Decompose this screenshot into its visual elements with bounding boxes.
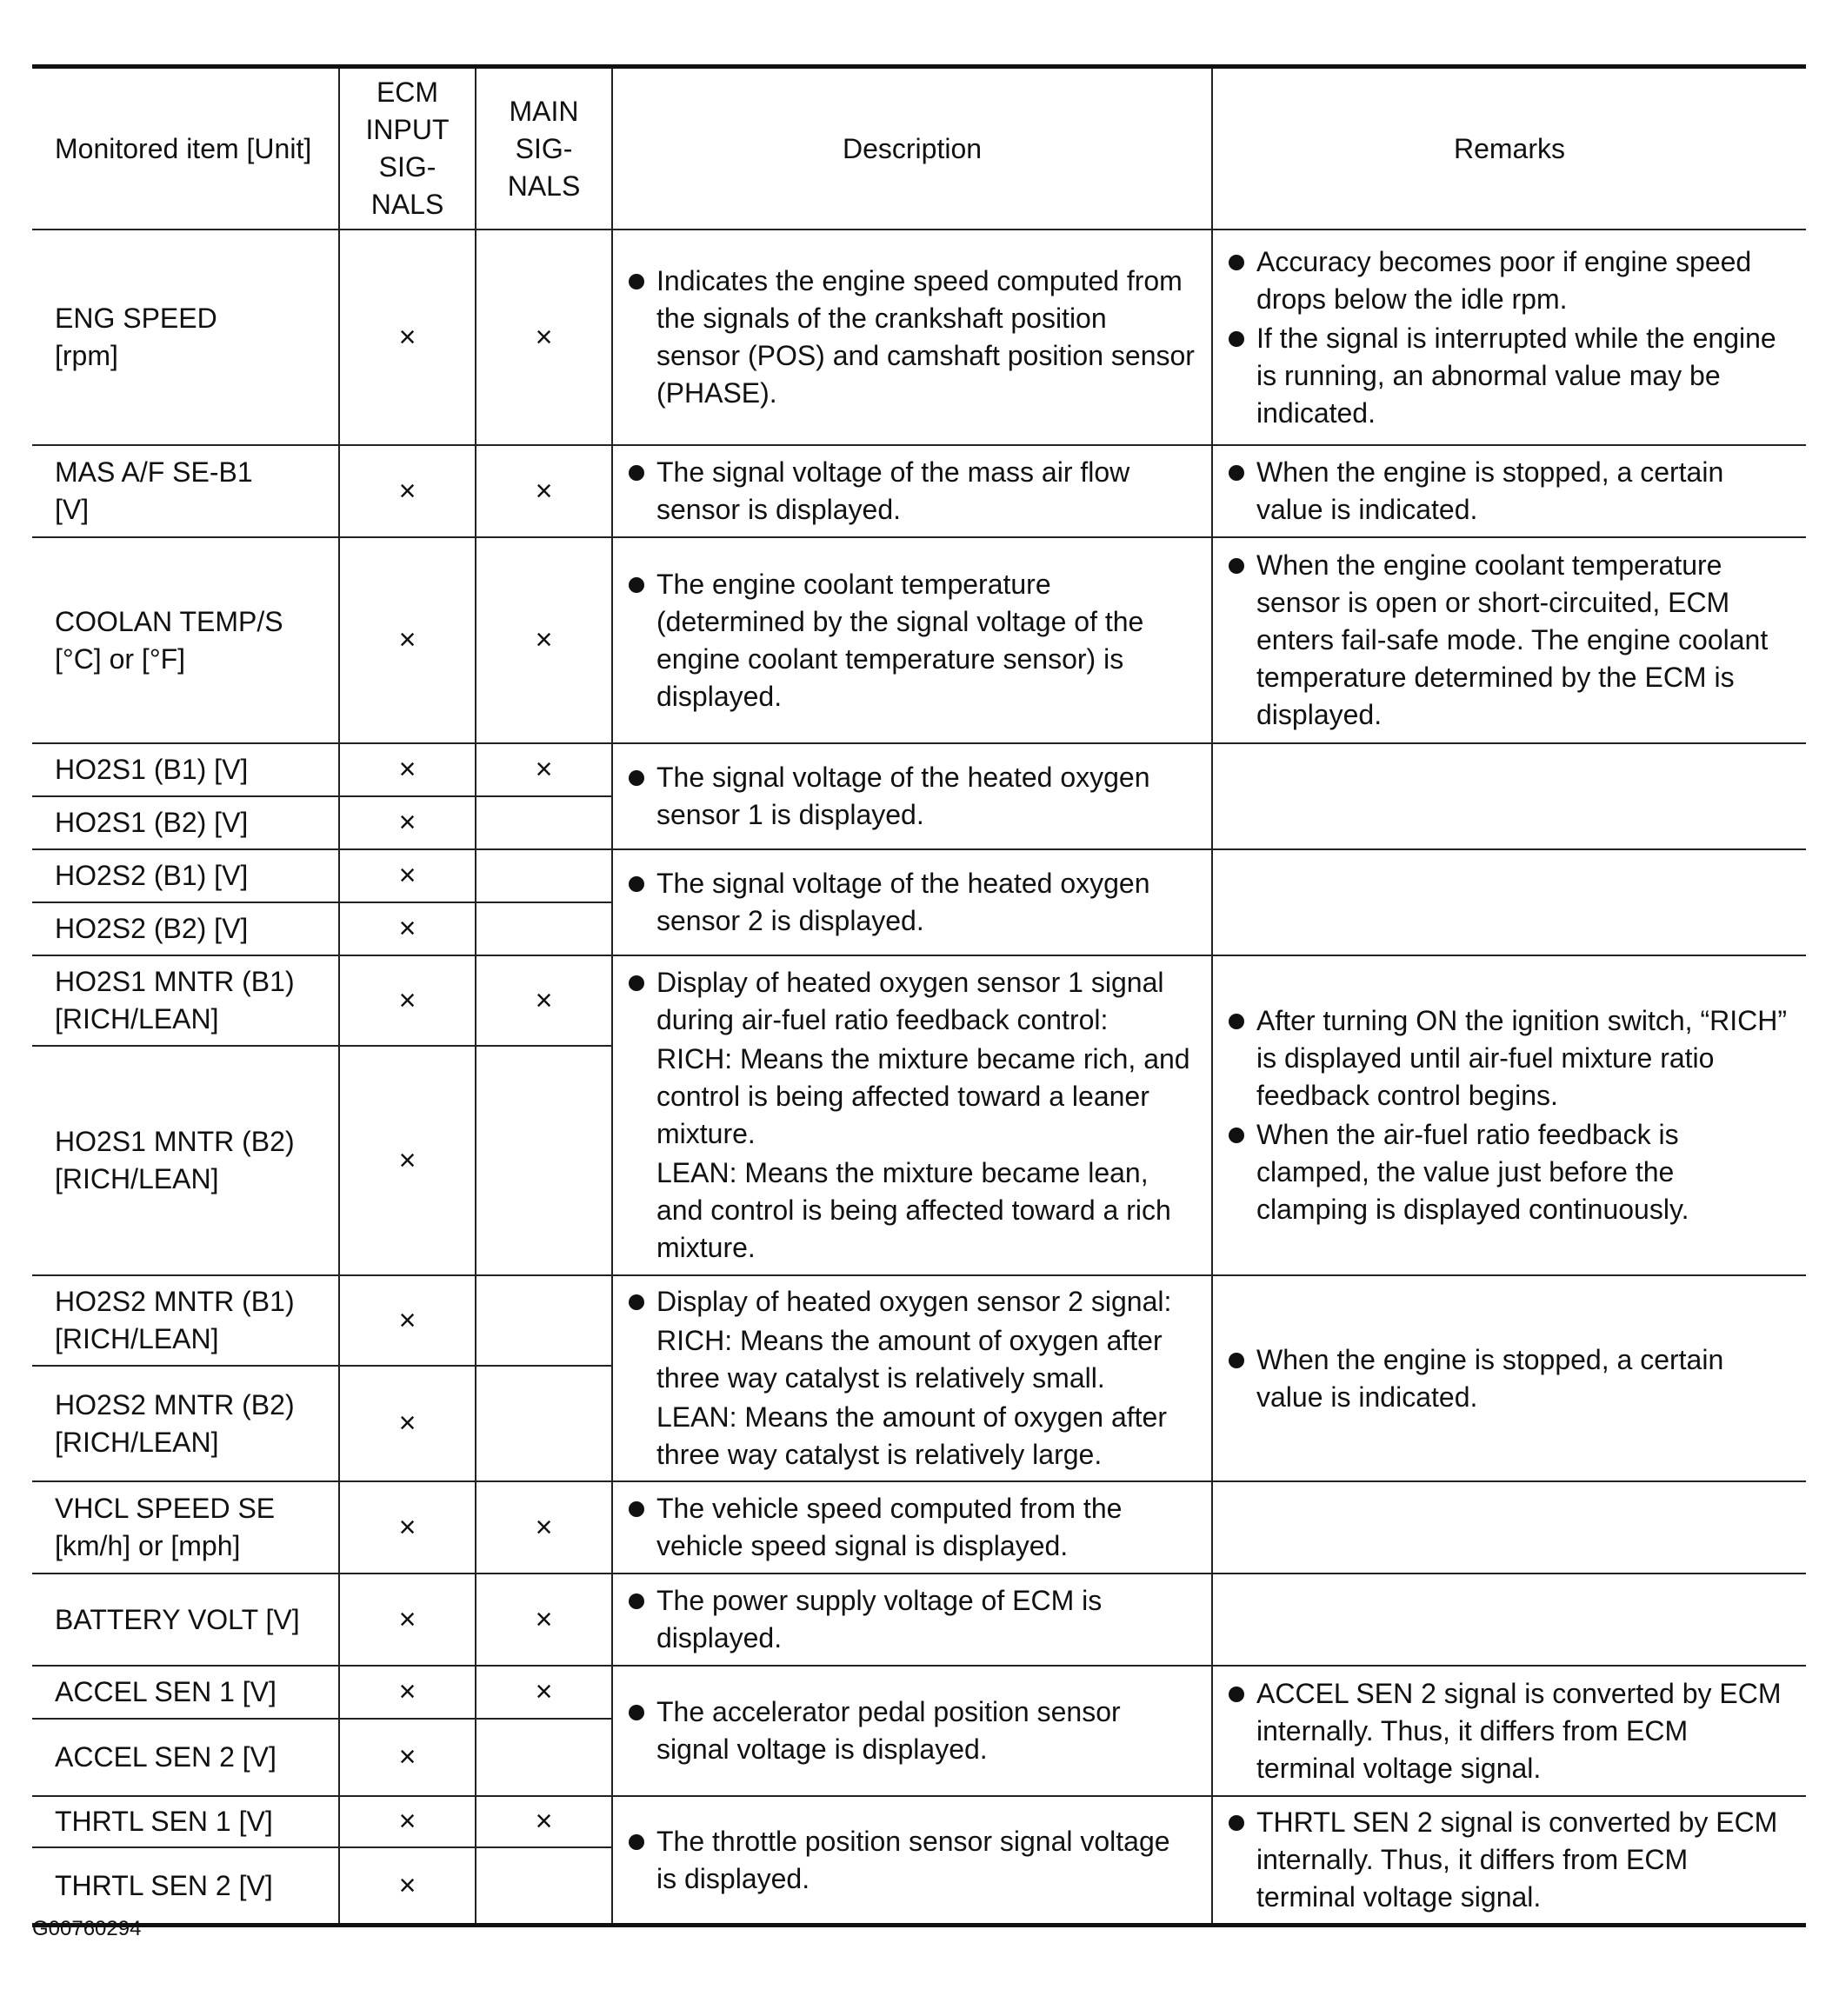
description-text: The signal voltage of the mass air flow sensor is displayed. bbox=[656, 456, 1130, 525]
ecm-input-mark: × bbox=[339, 743, 476, 796]
remarks-bullet bbox=[1229, 1002, 1790, 1114]
main-signal-mark bbox=[476, 1847, 612, 1925]
monitored-item-line: VHCL SPEED SE bbox=[55, 1493, 276, 1524]
monitored-item-line: [V] bbox=[55, 494, 90, 525]
header-row bbox=[32, 67, 1806, 230]
table-row bbox=[32, 537, 1806, 743]
table-row bbox=[32, 743, 1806, 796]
table-row bbox=[32, 445, 1806, 537]
main-signal-mark bbox=[476, 1046, 612, 1275]
monitored-item-line: [RICH/LEAN] bbox=[55, 1426, 219, 1458]
remarks-cell bbox=[1212, 537, 1806, 743]
remarks-text: If the signal is interrupted while the engine is running, an abnormal value may be indicated. bbox=[1256, 322, 1776, 429]
description-bullet bbox=[629, 759, 1196, 834]
main-signal-mark: × bbox=[476, 955, 612, 1046]
monitored-item-line: HO2S1 (B2) [V] bbox=[55, 807, 249, 838]
header-remarks: Remarks bbox=[1212, 67, 1806, 230]
monitored-item-line: THRTL SEN 1 [V] bbox=[55, 1806, 273, 1838]
monitored-items-table bbox=[32, 64, 1806, 1927]
header-main-signals bbox=[476, 67, 612, 230]
bullet-icon bbox=[629, 975, 644, 991]
header-description: Description bbox=[612, 67, 1212, 230]
monitored-items-document bbox=[32, 64, 1806, 1927]
remarks-text: When the engine coolant temperature sensor is open or short-circuited, ECM enters fail-safe mode. The engine coolant temperature determined by the ECM is displayed. bbox=[1256, 549, 1769, 730]
remarks-cell bbox=[1212, 230, 1806, 445]
monitored-item-line: ENG SPEED bbox=[55, 303, 217, 334]
main-signal-mark: × bbox=[476, 1796, 612, 1847]
remarks-bullet bbox=[1229, 547, 1790, 734]
header-monitored-item: Monitored item [Unit] bbox=[32, 67, 339, 230]
main-signal-mark: × bbox=[476, 445, 612, 537]
ecm-input-mark: × bbox=[339, 1574, 476, 1666]
remarks-bullet bbox=[1229, 454, 1790, 529]
main-signal-mark bbox=[476, 849, 612, 902]
monitored-item-line: [km/h] or [mph] bbox=[55, 1530, 241, 1561]
header-main-line: NALS bbox=[507, 170, 581, 202]
description-cell bbox=[612, 1574, 1212, 1666]
description-bullet bbox=[629, 964, 1196, 1039]
monitored-item-cell bbox=[32, 445, 339, 537]
main-signal-mark bbox=[476, 1275, 612, 1366]
monitored-item-cell bbox=[32, 1574, 339, 1666]
bullet-icon bbox=[629, 577, 644, 593]
description-bullet bbox=[629, 1582, 1196, 1657]
main-signal-mark bbox=[476, 1719, 612, 1796]
main-signal-mark bbox=[476, 1366, 612, 1481]
monitored-item-line: THRTL SEN 2 [V] bbox=[55, 1869, 273, 1901]
main-signal-mark: × bbox=[476, 1574, 612, 1666]
description-text: The power supply voltage of ECM is displayed. bbox=[656, 1585, 1103, 1653]
main-signal-mark: × bbox=[476, 230, 612, 445]
table-row bbox=[32, 955, 1806, 1046]
description-cell bbox=[612, 1796, 1212, 1926]
bullet-icon bbox=[1229, 1687, 1244, 1702]
remarks-text: After turning ON the ignition switch, “RICH” is displayed until air-fuel mixture ratio feedback control begins. bbox=[1256, 1005, 1787, 1111]
ecm-input-mark: × bbox=[339, 1366, 476, 1481]
remarks-text: When the air-fuel ratio feedback is clamped, the value just before the clamping is displayed continuously. bbox=[1256, 1119, 1689, 1225]
ecm-input-mark: × bbox=[339, 1046, 476, 1275]
ecm-input-mark: × bbox=[339, 445, 476, 537]
bullet-icon bbox=[1229, 558, 1244, 574]
table-row bbox=[32, 1666, 1806, 1719]
monitored-item-line: [RICH/LEAN] bbox=[55, 1003, 219, 1035]
description-bullet bbox=[656, 1399, 1196, 1474]
monitored-item-line: [RICH/LEAN] bbox=[55, 1323, 219, 1355]
monitored-item-cell bbox=[32, 1847, 339, 1925]
ecm-input-mark: × bbox=[339, 1275, 476, 1366]
bullet-icon bbox=[629, 876, 644, 892]
main-signal-mark bbox=[476, 902, 612, 955]
remarks-text: When the engine is stopped, a certain value is indicated. bbox=[1256, 456, 1724, 525]
ecm-input-mark: × bbox=[339, 1847, 476, 1925]
remarks-cell bbox=[1212, 1275, 1806, 1481]
table-row bbox=[32, 1275, 1806, 1366]
bullet-icon bbox=[629, 1294, 644, 1310]
description-bullet bbox=[656, 1041, 1196, 1153]
bullet-icon bbox=[1229, 331, 1244, 347]
remarks-bullet bbox=[1229, 1675, 1790, 1787]
description-cell bbox=[612, 955, 1212, 1275]
description-text: Display of heated oxygen sensor 2 signal: bbox=[656, 1286, 1172, 1317]
bullet-icon bbox=[1229, 255, 1244, 270]
monitored-item-line: MAS A/F SE-B1 bbox=[55, 456, 253, 488]
description-text: The signal voltage of the heated oxygen sensor 2 is displayed. bbox=[656, 868, 1150, 936]
remarks-cell bbox=[1212, 1574, 1806, 1666]
table-body bbox=[32, 230, 1806, 1926]
bullet-icon bbox=[1229, 1014, 1244, 1029]
bullet-icon bbox=[629, 1834, 644, 1850]
header-main-line: SIG- bbox=[515, 132, 573, 164]
bullet-icon bbox=[629, 1594, 644, 1609]
monitored-item-cell bbox=[32, 743, 339, 796]
remarks-cell bbox=[1212, 1481, 1806, 1574]
header-ecm-line: INPUT bbox=[365, 114, 450, 145]
ecm-input-mark: × bbox=[339, 1796, 476, 1847]
description-text: The signal voltage of the heated oxygen sensor 1 is displayed. bbox=[656, 762, 1150, 830]
description-cell bbox=[612, 743, 1212, 849]
ecm-input-mark: × bbox=[339, 1481, 476, 1574]
description-bullet bbox=[629, 1283, 1196, 1321]
monitored-item-cell bbox=[32, 796, 339, 849]
bullet-icon bbox=[1229, 1128, 1244, 1143]
description-bullet bbox=[656, 1322, 1196, 1397]
remarks-bullet bbox=[1229, 320, 1790, 432]
monitored-item-cell bbox=[32, 1719, 339, 1796]
bullet-icon bbox=[629, 770, 644, 786]
monitored-item-line: BATTERY VOLT [V] bbox=[55, 1603, 300, 1635]
description-text: The vehicle speed computed from the vehicle speed signal is displayed. bbox=[656, 1493, 1123, 1561]
description-bullet bbox=[629, 1490, 1196, 1565]
description-text: The engine coolant temperature (determined by the signal voltage of the engine coolant temperature sensor) is displayed. bbox=[656, 568, 1144, 712]
header-main-line: MAIN bbox=[509, 95, 579, 127]
ecm-input-mark: × bbox=[339, 537, 476, 743]
ecm-input-mark: × bbox=[339, 796, 476, 849]
monitored-item-cell bbox=[32, 902, 339, 955]
bullet-icon bbox=[1229, 1815, 1244, 1831]
monitored-item-cell bbox=[32, 537, 339, 743]
description-text: Indicates the engine speed computed from the signals of the crankshaft position sensor (POS) and camshaft position sensor (PHASE). bbox=[656, 265, 1195, 409]
remarks-cell bbox=[1212, 445, 1806, 537]
main-signal-mark: × bbox=[476, 1481, 612, 1574]
description-cell bbox=[612, 445, 1212, 537]
remarks-cell bbox=[1212, 743, 1806, 849]
figure-id: G00760294 bbox=[32, 1917, 142, 1940]
bullet-icon bbox=[1229, 465, 1244, 481]
ecm-input-mark: × bbox=[339, 1666, 476, 1719]
monitored-item-cell bbox=[32, 1481, 339, 1574]
monitored-item-line: HO2S2 (B2) [V] bbox=[55, 913, 249, 944]
remarks-bullet bbox=[1229, 1116, 1790, 1228]
monitored-item-line: ACCEL SEN 2 [V] bbox=[55, 1741, 277, 1773]
description-bullet bbox=[629, 454, 1196, 529]
description-text: LEAN: Means the amount of oxygen after three way catalyst is relatively large. bbox=[656, 1401, 1167, 1470]
description-text: Display of heated oxygen sensor 1 signal during air-fuel ratio feedback control: bbox=[656, 967, 1164, 1035]
monitored-item-line: HO2S2 (B1) [V] bbox=[55, 860, 249, 891]
monitored-item-line: HO2S2 MNTR (B2) bbox=[55, 1388, 295, 1421]
remarks-cell bbox=[1212, 1796, 1806, 1926]
main-signal-mark: × bbox=[476, 743, 612, 796]
table-row bbox=[32, 1481, 1806, 1574]
remarks-cell bbox=[1212, 849, 1806, 955]
remarks-text: THRTL SEN 2 signal is converted by ECM internally. Thus, it differs from ECM terminal voltage signal. bbox=[1256, 1806, 1778, 1913]
description-bullet bbox=[629, 263, 1196, 412]
header-ecm-input-signals bbox=[339, 67, 476, 230]
description-text: RICH: Means the mixture became rich, and control is being affected toward a leaner mixture. bbox=[656, 1043, 1190, 1149]
monitored-item-cell bbox=[32, 1275, 339, 1366]
monitored-item-line: [°C] or [°F] bbox=[55, 642, 186, 675]
description-cell bbox=[612, 849, 1212, 955]
monitored-item-line: [rpm] bbox=[55, 340, 118, 371]
description-cell bbox=[612, 1275, 1212, 1481]
monitored-item-line: HO2S1 MNTR (B1) bbox=[55, 966, 295, 997]
description-text: The accelerator pedal position sensor signal voltage is displayed. bbox=[656, 1696, 1121, 1765]
description-text: The throttle position sensor signal voltage is displayed. bbox=[656, 1825, 1170, 1894]
bullet-icon bbox=[629, 1705, 644, 1720]
description-bullet bbox=[629, 865, 1196, 940]
main-signal-mark: × bbox=[476, 537, 612, 743]
monitored-item-cell bbox=[32, 230, 339, 445]
ecm-input-mark: × bbox=[339, 955, 476, 1046]
monitored-item-line: ACCEL SEN 1 [V] bbox=[55, 1676, 277, 1707]
table-row bbox=[32, 1574, 1806, 1666]
description-bullet bbox=[629, 1693, 1196, 1768]
monitored-item-line: COOLAN TEMP/S bbox=[55, 605, 283, 637]
monitored-item-line: HO2S2 MNTR (B1) bbox=[55, 1286, 295, 1318]
remarks-text: When the engine is stopped, a certain value is indicated. bbox=[1256, 1343, 1724, 1413]
table-row bbox=[32, 1796, 1806, 1847]
ecm-input-mark: × bbox=[339, 902, 476, 955]
monitored-item-line: HO2S1 MNTR (B2) bbox=[55, 1126, 295, 1157]
remarks-cell bbox=[1212, 955, 1806, 1275]
ecm-input-mark: × bbox=[339, 849, 476, 902]
header-ecm-line: ECM bbox=[376, 77, 439, 108]
description-bullet bbox=[656, 1154, 1196, 1267]
monitored-item-cell bbox=[32, 849, 339, 902]
monitored-item-cell bbox=[32, 1046, 339, 1275]
table-row bbox=[32, 849, 1806, 902]
monitored-item-cell bbox=[32, 1796, 339, 1847]
header-ecm-line: NALS bbox=[370, 189, 444, 220]
description-cell bbox=[612, 230, 1212, 445]
bullet-icon bbox=[629, 1501, 644, 1517]
monitored-item-line: HO2S1 (B1) [V] bbox=[55, 754, 249, 785]
ecm-input-mark: × bbox=[339, 230, 476, 445]
monitored-item-cell bbox=[32, 955, 339, 1046]
description-cell bbox=[612, 537, 1212, 743]
description-text: LEAN: Means the mixture became lean, and control is being affected toward a rich mixture. bbox=[656, 1157, 1171, 1263]
remarks-text: ACCEL SEN 2 signal is converted by ECM internally. Thus, it differs from ECM terminal voltage signal. bbox=[1256, 1677, 1782, 1784]
description-cell bbox=[612, 1481, 1212, 1574]
description-bullet bbox=[629, 1823, 1196, 1898]
description-bullet bbox=[629, 566, 1196, 715]
description-text: RICH: Means the amount of oxygen after three way catalyst is relatively small. bbox=[656, 1325, 1163, 1394]
table-row bbox=[32, 230, 1806, 445]
bullet-icon bbox=[629, 465, 644, 481]
main-signal-mark: × bbox=[476, 1666, 612, 1719]
remarks-cell bbox=[1212, 1666, 1806, 1796]
description-cell bbox=[612, 1666, 1212, 1796]
main-signal-mark bbox=[476, 796, 612, 849]
ecm-input-mark: × bbox=[339, 1719, 476, 1796]
bullet-icon bbox=[1229, 1353, 1244, 1368]
monitored-item-line: [RICH/LEAN] bbox=[55, 1163, 219, 1194]
header-ecm-line: SIG- bbox=[378, 151, 436, 183]
remarks-bullet bbox=[1229, 1341, 1790, 1416]
bullet-icon bbox=[629, 274, 644, 289]
monitored-item-cell bbox=[32, 1366, 339, 1481]
remarks-bullet bbox=[1229, 243, 1790, 318]
remarks-bullet bbox=[1229, 1804, 1790, 1916]
monitored-item-cell bbox=[32, 1666, 339, 1719]
remarks-text: Accuracy becomes poor if engine speed drops below the idle rpm. bbox=[1256, 245, 1752, 315]
